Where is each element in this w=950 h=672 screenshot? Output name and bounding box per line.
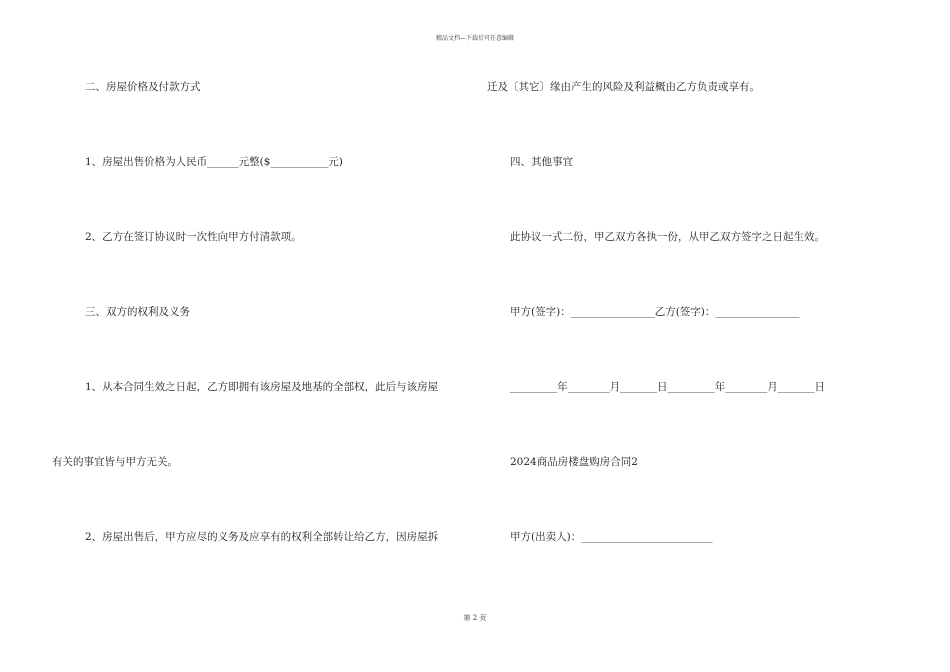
section-four-title: 四、其他事宜 (510, 156, 573, 168)
price-clause: 1、房屋出售价格为人民币______元整($___________元) (85, 156, 343, 168)
next-contract-title: 2024商品房楼盘购房合同2 (510, 456, 638, 468)
section-three-title: 三、双方的权利及义务 (85, 306, 190, 318)
obligations-clause-line2: 迁及〔其它〕缘由产生的风险及利益概由乙方负责或享有。 (487, 81, 760, 93)
payment-clause: 2、乙方在签订协议时一次性向甲方付清款项。 (85, 231, 302, 243)
copies-clause: 此协议一式二份，甲乙双方各执一份，从甲乙双方签字之日起生效。 (510, 231, 825, 243)
section-two-title: 二、房屋价格及付款方式 (85, 81, 201, 93)
seller-line: 甲方(出卖人)：_________________________ (510, 531, 713, 543)
document-header: 精品文档—下载后可任意编辑 (435, 35, 514, 42)
rights-clause-line1: 1、从本合同生效之日起，乙方即拥有该房屋及地基的全部权，此后与该房屋 (85, 381, 439, 393)
obligations-clause-line1: 2、房屋出售后，甲方应尽的义务及应享有的权利全部转让给乙方，因房屋拆 (85, 531, 439, 543)
signature-line: 甲方(签字)：________________乙方(签字)：________________ (510, 306, 800, 318)
rights-clause-line2: 有关的事宜皆与甲方无关。 (52, 456, 178, 468)
date-line: _________年________月_______日_________年________月_______日 (510, 381, 825, 393)
page-number: 第 2 页 (463, 614, 487, 622)
